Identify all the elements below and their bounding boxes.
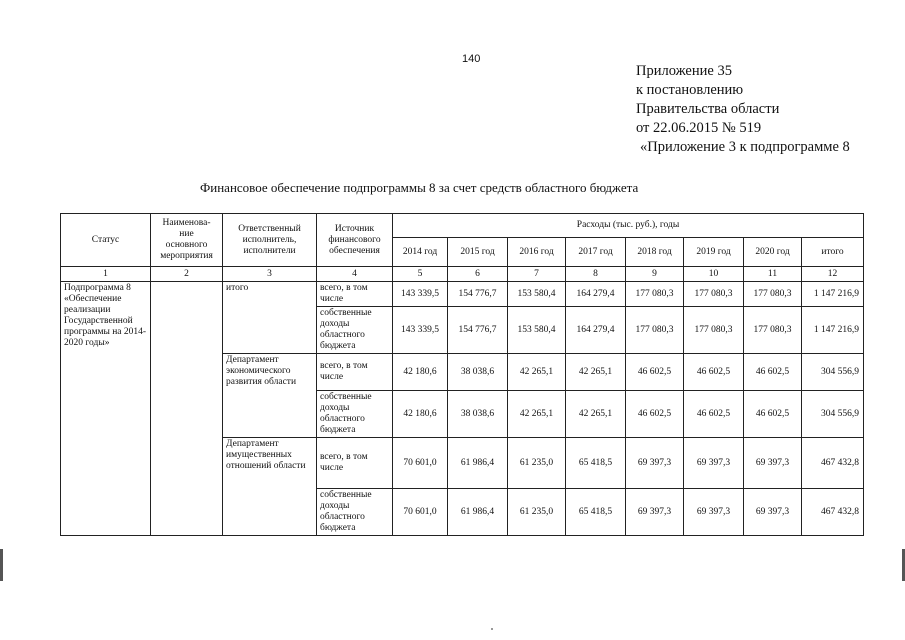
value-cell: 42 265,1 bbox=[566, 391, 626, 438]
source-cell: всего, в том числе bbox=[317, 354, 393, 391]
table-row bbox=[61, 282, 864, 307]
value-cell: 42 180,6 bbox=[393, 391, 448, 438]
total-cell: 467 432,8 bbox=[802, 489, 864, 536]
source-cell: всего, в том числе bbox=[317, 438, 393, 489]
column-number: 2 bbox=[151, 267, 223, 282]
header-year: 2016 год bbox=[508, 238, 566, 267]
value-cell: 38 038,6 bbox=[448, 354, 508, 391]
value-cell: 42 265,1 bbox=[508, 354, 566, 391]
value-cell: 164 279,4 bbox=[566, 282, 626, 307]
value-cell: 177 080,3 bbox=[684, 307, 744, 354]
value-cell: 61 235,0 bbox=[508, 489, 566, 536]
column-number: 4 bbox=[317, 267, 393, 282]
source-cell: собственные доходы областного бюджета bbox=[317, 391, 393, 438]
value-cell: 69 397,3 bbox=[684, 489, 744, 536]
header-executor: Ответственный исполнитель, исполнители bbox=[223, 214, 317, 267]
value-cell: 65 418,5 bbox=[566, 489, 626, 536]
value-cell: 177 080,3 bbox=[626, 307, 684, 354]
value-cell: 42 265,1 bbox=[566, 354, 626, 391]
value-cell: 46 602,5 bbox=[626, 354, 684, 391]
scan-speck bbox=[491, 628, 493, 630]
executor-cell: Департамент имущественных отношений области bbox=[223, 438, 317, 536]
value-cell: 143 339,5 bbox=[393, 282, 448, 307]
value-cell: 46 602,5 bbox=[744, 354, 802, 391]
column-number: 5 bbox=[393, 267, 448, 282]
status-cell: Подпрограмма 8 «Обеспечение реализации Государственной программы на 2014-2020 годы» bbox=[61, 282, 151, 536]
header-expenses: Расходы (тыс. руб.), годы bbox=[393, 214, 864, 238]
value-cell: 143 339,5 bbox=[393, 307, 448, 354]
column-number: 8 bbox=[566, 267, 626, 282]
header-source: Источник финансового обеспечения bbox=[317, 214, 393, 267]
column-number: 10 bbox=[684, 267, 744, 282]
total-cell: 304 556,9 bbox=[802, 391, 864, 438]
value-cell: 69 397,3 bbox=[744, 489, 802, 536]
appendix-note bbox=[636, 62, 850, 157]
value-cell: 42 265,1 bbox=[508, 391, 566, 438]
header-status: Статус bbox=[61, 214, 151, 267]
value-cell: 69 397,3 bbox=[684, 438, 744, 489]
value-cell: 69 397,3 bbox=[626, 438, 684, 489]
column-number: 9 bbox=[626, 267, 684, 282]
value-cell: 65 418,5 bbox=[566, 438, 626, 489]
value-cell: 153 580,4 bbox=[508, 282, 566, 307]
value-cell: 42 180,6 bbox=[393, 354, 448, 391]
total-cell: 1 147 216,9 bbox=[802, 282, 864, 307]
column-number: 6 bbox=[448, 267, 508, 282]
appendix-line: «Приложение 3 к подпрограмме 8 bbox=[640, 139, 850, 155]
value-cell: 70 601,0 bbox=[393, 489, 448, 536]
appendix-line: от 22.06.2015 № 519 bbox=[636, 120, 762, 136]
header-total: итого bbox=[802, 238, 864, 267]
total-cell: 467 432,8 bbox=[802, 438, 864, 489]
header-name: Наименова- ние основного мероприятия bbox=[151, 214, 223, 267]
header-year: 2015 год bbox=[448, 238, 508, 267]
value-cell: 70 601,0 bbox=[393, 438, 448, 489]
total-cell: 304 556,9 bbox=[802, 354, 864, 391]
column-number: 3 bbox=[223, 267, 317, 282]
value-cell: 154 776,7 bbox=[448, 282, 508, 307]
header-row bbox=[61, 214, 864, 238]
value-cell: 177 080,3 bbox=[684, 282, 744, 307]
appendix-line: Правительства области bbox=[636, 101, 780, 117]
source-cell: всего, в том числе bbox=[317, 282, 393, 307]
value-cell: 46 602,5 bbox=[626, 391, 684, 438]
measure-cell bbox=[151, 282, 223, 536]
value-cell: 61 986,4 bbox=[448, 438, 508, 489]
value-cell: 153 580,4 bbox=[508, 307, 566, 354]
value-cell: 38 038,6 bbox=[448, 391, 508, 438]
scan-edge-mark bbox=[0, 549, 3, 581]
header-year: 2018 год bbox=[626, 238, 684, 267]
page-number: 140 bbox=[462, 53, 481, 65]
value-cell: 46 602,5 bbox=[684, 354, 744, 391]
value-cell: 69 397,3 bbox=[744, 438, 802, 489]
appendix-line: к постановлению bbox=[636, 82, 744, 98]
value-cell: 69 397,3 bbox=[626, 489, 684, 536]
value-cell: 177 080,3 bbox=[744, 282, 802, 307]
value-cell: 61 986,4 bbox=[448, 489, 508, 536]
header-year: 2019 год bbox=[684, 238, 744, 267]
source-cell: собственные доходы областного бюджета bbox=[317, 489, 393, 536]
column-number-row bbox=[61, 267, 864, 282]
financing-table bbox=[60, 213, 864, 536]
document-title: Финансовое обеспечение подпрограммы 8 за счет средств областного бюджета bbox=[200, 180, 639, 195]
column-number: 11 bbox=[744, 267, 802, 282]
value-cell: 154 776,7 bbox=[448, 307, 508, 354]
value-cell: 61 235,0 bbox=[508, 438, 566, 489]
header-year: 2020 год bbox=[744, 238, 802, 267]
value-cell: 164 279,4 bbox=[566, 307, 626, 354]
appendix-line: Приложение 35 bbox=[636, 63, 732, 79]
executor-cell: итого bbox=[223, 282, 317, 354]
value-cell: 177 080,3 bbox=[626, 282, 684, 307]
column-number: 1 bbox=[61, 267, 151, 282]
column-number: 12 bbox=[802, 267, 864, 282]
source-cell: собственные доходы областного бюджета bbox=[317, 307, 393, 354]
header-year: 2017 год bbox=[566, 238, 626, 267]
value-cell: 177 080,3 bbox=[744, 307, 802, 354]
total-cell: 1 147 216,9 bbox=[802, 307, 864, 354]
header-year: 2014 год bbox=[393, 238, 448, 267]
executor-cell: Департамент экономического развития области bbox=[223, 354, 317, 438]
value-cell: 46 602,5 bbox=[744, 391, 802, 438]
column-number: 7 bbox=[508, 267, 566, 282]
value-cell: 46 602,5 bbox=[684, 391, 744, 438]
